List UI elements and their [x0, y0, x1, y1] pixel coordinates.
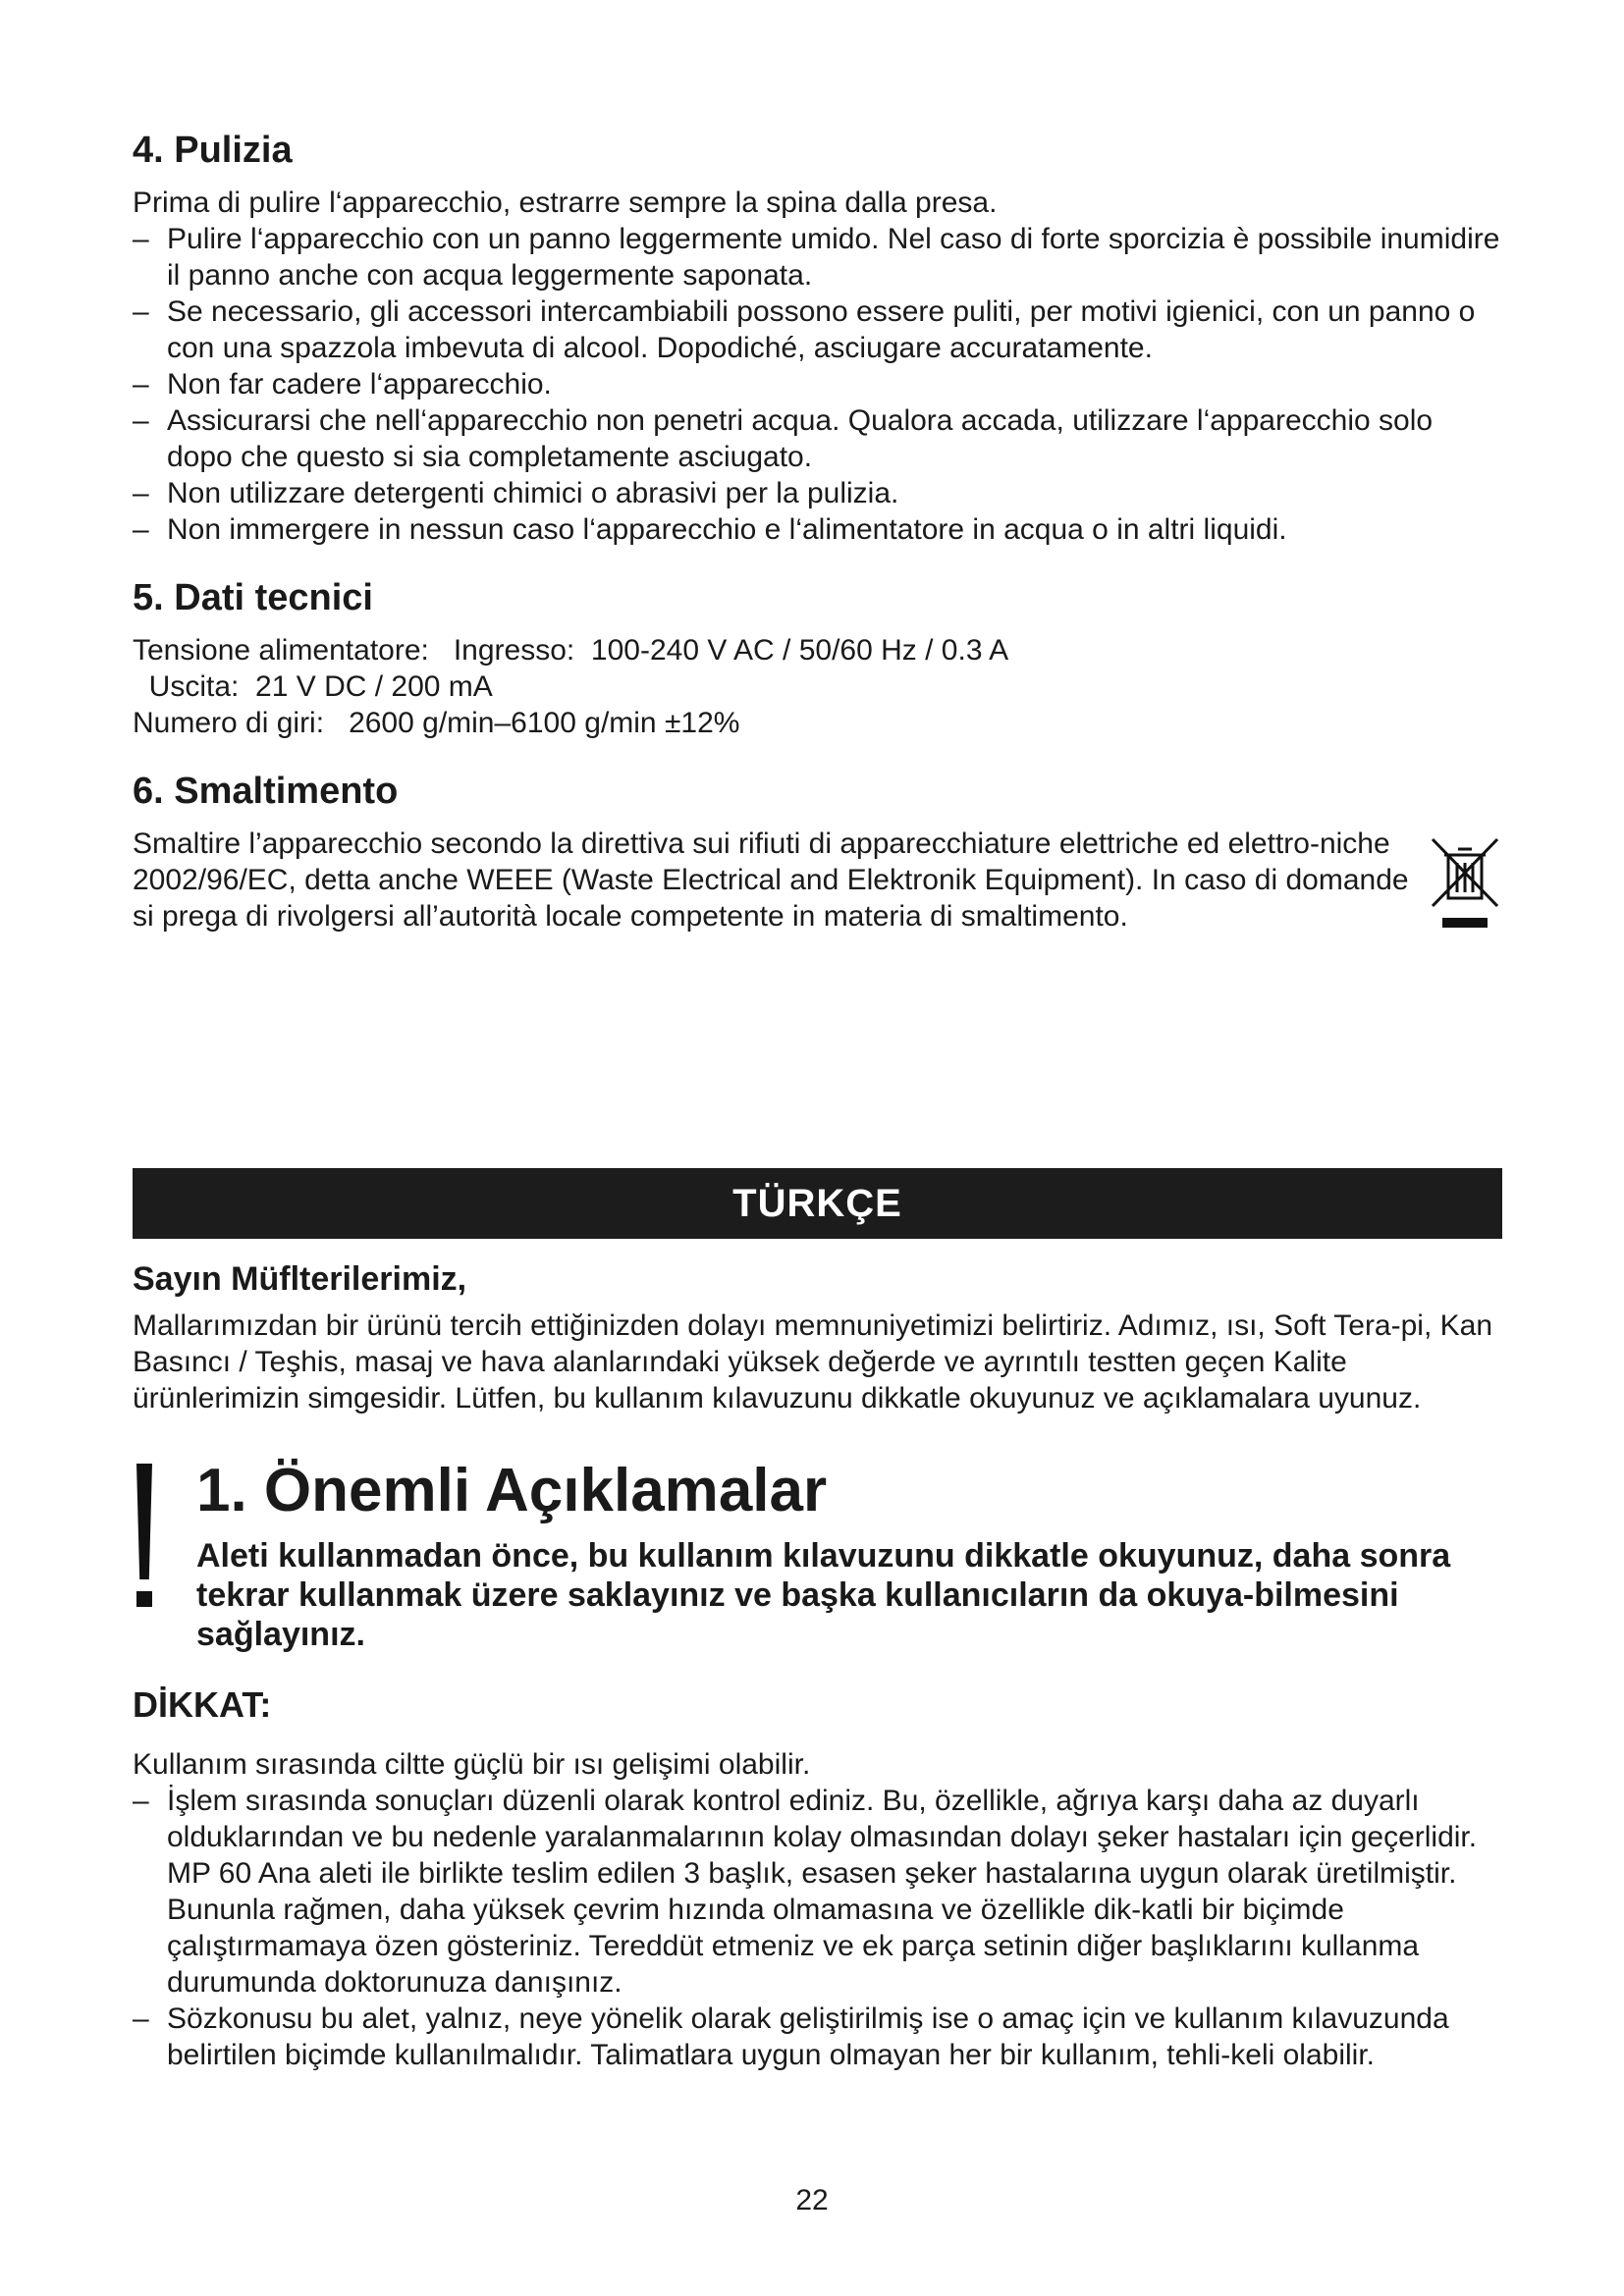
weee-crossed-bin-icon — [1429, 835, 1502, 934]
tech-line-input: Tensione alimentatore: Ingresso: 100-240 V AC / 50/60 Hz / 0.3 A — [133, 634, 1009, 667]
page-number: 22 — [795, 2184, 829, 2216]
list-item: – Non far cadere l‘apparecchio. — [133, 366, 1502, 402]
disposal-heading: 6. Smaltimento — [133, 771, 399, 812]
list-item: – Assicurarsi che nell‘apparecchio non penetri acqua. Qualora accada, utilizzare l‘apparecchio solo dopo che questo si sia completamente asciugato. — [133, 402, 1502, 475]
warning-intro: Kullanım sırasında ciltte güçlü bir ısı gelişimi olabilir. — [133, 1748, 811, 1781]
tech-line-output: Uscita: 21 V DC / 200 mA — [133, 670, 493, 703]
list-item: – Non utilizzare detergenti chimici o abrasivi per la pulizia. — [133, 475, 1502, 511]
greeting: Sayın Müflterilerimiz, — [133, 1260, 467, 1298]
italian-section — [133, 128, 1502, 934]
intro-text: Mallarımızdan bir ürünü tercih ettiğinizden dolayı memnuniyetimizi belirtiriz. Adımız, ısı, Soft Tera-pi, Kan Basıncı / Teşhis, masaj ve hava alanlarındaki yüksek değerde ve ayrıntılı testten geçen Kalite ürünlerimizin simgesidir. Lütfen, bu kullanım kılavuzunu dikkatle okuyunuz ve açıklamalara uyunuz. — [133, 1309, 1493, 1415]
cleaning-heading: 4. Pulizia — [133, 130, 293, 171]
important-block — [133, 1456, 1502, 1654]
warning-heading: DİKKAT: — [133, 1684, 272, 1725]
important-heading: 1. Önemli Açıklamalar — [196, 1457, 828, 1524]
warning-list — [133, 1783, 1502, 2073]
disposal-text: Smaltire l’apparecchio secondo la direttiva sui rifiuti di apparecchiature elettriche ed elettro-niche 2002/96/EC, detta anche WEEE (Waste Electrical and Elektronik Equipment). In caso di domande si prega di rivolgersi all’autorità locale competente in materia di smaltimento. — [133, 828, 1409, 933]
turkish-section — [133, 1258, 1502, 2073]
important-lead: Aleti kullanmadan önce, bu kullanım kılavuzunu dikkatle okuyunuz, daha sonra tekrar kullanmak üzere saklayınız ve başka kullanıcıların da okuya-bilmesini sağlayınız. — [196, 1537, 1451, 1653]
list-item: – Se necessario, gli accessori intercambiabili possono essere puliti, per motivi igienici, con un panno o con una spazzola imbevuta di alcool. Dopodiché, asciugare accuratamente. — [133, 294, 1502, 366]
cleaning-intro: Prima di pulire l‘apparecchio, estrarre sempre la spina dalla presa. — [133, 187, 998, 219]
list-item: – Pulire l‘apparecchio con un panno leggermente umido. Nel caso di forte sporcizia è possibile inumidire il panno anche con acqua leggermente saponata. — [133, 221, 1502, 294]
cleaning-list — [133, 221, 1502, 548]
list-item: – Sözkonusu bu alet, yalnız, neye yönelik olarak geliştirilmiş ise o amaç için ve kullanım kılavuzunda belirtilen biçimde kullanılmalıdır. Talimatlara uygun olmayan her bir kullanım, tehli-keli olabilir. — [133, 2001, 1502, 2073]
list-item: – Non immergere in nessun caso l‘apparecchio e l‘alimentatore in acqua o in altri liquidi. — [133, 511, 1502, 548]
list-item: – İşlem sırasında sonuçları düzenli olarak kontrol ediniz. Bu, özellikle, ağrıya karşı daha az duyarlı olduklarından ve bu nedenle yaralanmalarının kolay olmasından dolayı şeker hastaları için geçerlidir. MP 60 Ana aleti ile birlikte teslim edilen 3 başlık, esasen şeker hastalarına uygun olarak üretilmiştir. Bununla rağmen, daha yüksek çevrim hızında olmamasına ve özellikle dik-katli bir biçimde çalıştırmamaya özen gösteriniz. Tereddüt etmeniz ve ek parça setinin diğer başlıklarını kullanma durumunda doktorunuza danışınız. — [133, 1783, 1502, 2001]
disposal-block — [133, 826, 1502, 934]
tech-heading: 5. Dati tecnici — [133, 577, 373, 618]
language-banner: TÜRKÇE — [133, 1168, 1502, 1239]
exclamation-icon — [133, 1464, 154, 1630]
tech-line-speed: Numero di giri: 2600 g/min–6100 g/min ±12% — [133, 707, 740, 739]
